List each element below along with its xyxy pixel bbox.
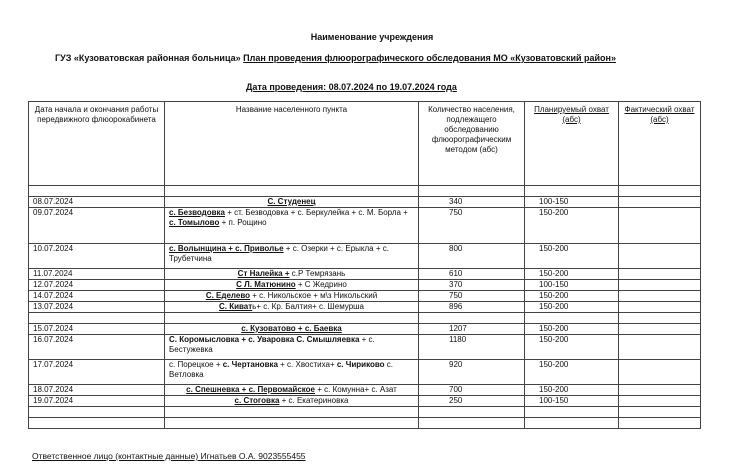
table-row: 19.07.2024 с. Стоговка + с. Екатериновка 250 100-150 [29, 396, 701, 407]
header-count: Количество населения, подлежащего обследованию флюорографическим методом (абс) [419, 102, 525, 186]
table-row: 15.07.2024 с. Кузоватово + с. Баевка 1207 150-200 [29, 324, 701, 335]
table-header-row [29, 102, 701, 186]
dates-line: Дата проведения: 08.07.2024 по 19.07.2024 года [246, 82, 457, 92]
header-actual: Фактический охват (абс) [619, 102, 701, 186]
document-title: Наименование учреждения [310, 32, 434, 42]
organization-name: ГУЗ «Кузоватовская районная больница» [55, 53, 241, 63]
header-dates: Дата начала и окончания работы передвижного флюорокабинета [29, 102, 165, 186]
table-row: 18.07.2024 с. Спешневка + с. Первомайское + с. Комунна+ с. Азат 700 150-200 [29, 385, 701, 396]
table-row: 17.07.2024 с. Порецкое + с. Чертановка + с. Хвостиха+ с. Чириково с. Ветловка 920 150-200 [29, 360, 701, 385]
table-row: 09.07.2024 с. Безводовка + ст. Безводовка + с. Беркулейка + с. М. Борла + с. Томылово + п. Рощино 750 150-200 [29, 208, 701, 244]
plan-title: План проведения флюорографического обследования МО «Кузоватовский район» [243, 53, 616, 63]
table-row: 14.07.2024 С. Еделево + с. Никольское + м\з Никольский 750 150-200 [29, 291, 701, 302]
table-row: 10.07.2024 с. Волынщина + с. Приволье + с. Озерки + с. Ерыкла + с. Трубетчина 800 150-200 [29, 244, 701, 269]
table-row: 08.07.2024 С. Студенец 340 100-150 [29, 197, 701, 208]
empty-row [29, 186, 701, 197]
document-subtitle [55, 53, 616, 63]
schedule-table [28, 101, 701, 429]
table-row: 12.07.2024 С Л. Матюнино + С Жедрино 370 100-150 [29, 280, 701, 291]
header-planned: Планируемый охват (абс) [525, 102, 619, 186]
responsible-person: Ответственное лицо (контактные данные) Игнатьев О.А. 9023555455 [32, 451, 306, 461]
table-row: 16.07.2024 С. Коромысловка + с. Уваровка С. Смышляевка + с. Бестужевка 1180 150-200 [29, 335, 701, 360]
empty-row [29, 313, 701, 324]
empty-row [29, 407, 701, 418]
table-row: 13.07.2024 С. Кивать+ с. Кр. Балтия+ с. Шемурша 896 150-200 [29, 302, 701, 313]
empty-row [29, 418, 701, 429]
header-place: Название населенного пункта [165, 102, 419, 186]
table-row: 11.07.2024 Ст Налейка + с.Р Темрязань 610 150-200 [29, 269, 701, 280]
